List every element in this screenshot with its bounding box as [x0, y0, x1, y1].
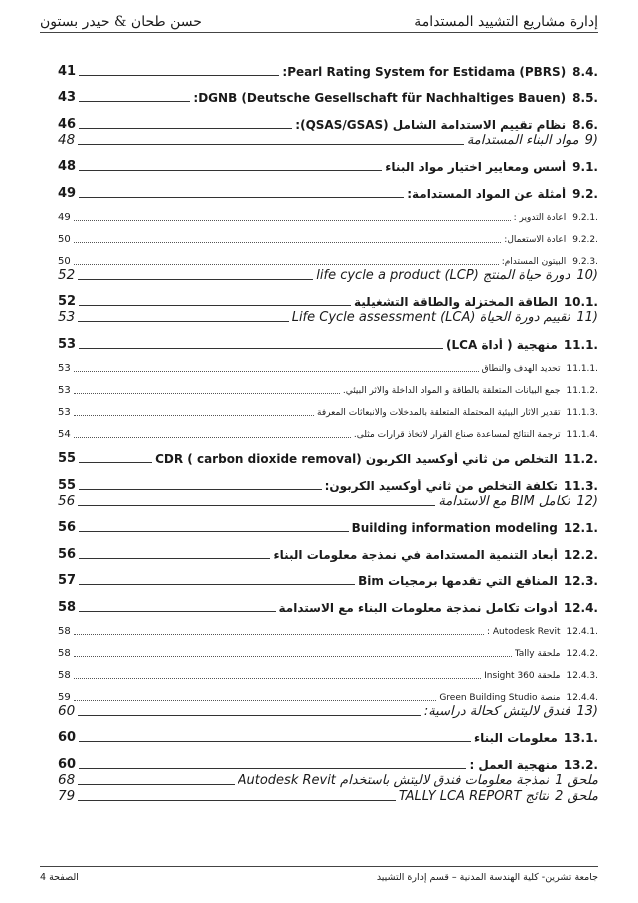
- toc-leader-line: [79, 489, 322, 490]
- toc-entry: [58, 440, 598, 467]
- toc-entry-number: 9.2.2.: [572, 234, 598, 245]
- toc-entry: [58, 174, 598, 201]
- toc-entry-page: 60: [58, 702, 76, 719]
- toc-entry-page: 79: [58, 787, 76, 804]
- toc-leader-line: [79, 462, 152, 463]
- toc-entry-page: 56: [58, 520, 77, 535]
- toc-entry-title: دورة حياة المنتج life cycle a product (LCP): [316, 267, 571, 283]
- toc-entry: [58, 418, 598, 440]
- page-footer: [40, 866, 598, 887]
- toc-entry-number: 11.1.1.: [566, 363, 598, 374]
- page-header: [40, 10, 598, 33]
- toc-entry-title: تحديد الهدف والنطاق: [481, 363, 561, 374]
- toc-entry-title: منهجية ( أداة LCA): [446, 337, 558, 352]
- toc-leader-line: [78, 505, 435, 506]
- toc-entry-page: 50: [58, 233, 71, 245]
- toc-leader-line: [79, 531, 349, 532]
- toc-entry-number: 12.3.: [563, 574, 598, 588]
- toc-entry: [58, 719, 598, 746]
- toc-entry: [58, 681, 598, 703]
- toc-entry-title: نتائج TALLY LCA REPORT: [398, 788, 550, 804]
- toc-leader-line: [74, 220, 511, 221]
- toc-entry-title: ملحقة Tally: [514, 648, 561, 659]
- toc-entry-number: 11.1.: [563, 337, 598, 352]
- toc-entry: [58, 535, 598, 562]
- toc-entry-title: تقدير الآثار البيئية المحتملة المتعلقة بالمدخلات والانبعاثات المعرفة: [317, 407, 561, 418]
- toc-entry-page: 56: [58, 546, 77, 562]
- toc-entry-page: 41: [58, 63, 77, 79]
- toc-entry-title: أدوات تكامل نمذجة معلومات البناء مع الاستدامة: [278, 600, 558, 615]
- toc-entry: [58, 267, 598, 283]
- toc-entry-title: جمع البيانات المتعلقة بالطاقة و المواد الداخلة والأثر البيئي.: [342, 385, 561, 396]
- toc-entry-title: الطاقة المختزلة والطاقة التشغيلية: [354, 295, 558, 309]
- toc-leader-line: [78, 784, 234, 785]
- toc-entry: [58, 283, 598, 310]
- toc-entry: [58, 309, 598, 325]
- toc-entry-number: 9.2.: [572, 186, 598, 201]
- toc-entry-page: 59: [58, 691, 71, 703]
- toc-leader-line: [74, 437, 351, 438]
- toc-entry-number: 9): [584, 132, 598, 148]
- toc-entry-number: 13): [576, 703, 598, 719]
- toc-entry-title: منصة Green Building Studio: [439, 692, 561, 703]
- toc-entry-number: 8.6.: [572, 117, 598, 132]
- footer-page-number: الصفحة 4: [40, 871, 79, 883]
- toc-entry-number: 11.1.3.: [566, 407, 598, 418]
- toc-entry-title: اعادة التدوير :: [513, 212, 567, 223]
- toc-entry-title: DGNB (Deutsche Gesellschaft für Nachhaltiges Bauen):: [193, 91, 567, 105]
- toc-entry-title: التخلص من ثاني أوكسيد الكربون CDR ( carbon dioxide removal): [155, 452, 558, 466]
- toc-entry: [58, 493, 598, 509]
- toc-entry-page: 53: [58, 309, 76, 325]
- toc-entry-page: 53: [58, 384, 71, 396]
- toc-leader-line: [78, 800, 396, 801]
- toc-entry-title: معلومات البناء: [473, 731, 558, 745]
- toc-entry: [58, 466, 598, 493]
- footer-institution: جامعة تشرين- كلية الهندسة المدنية – قسم إدارة التشييد: [376, 871, 598, 883]
- toc-leader-line: [79, 741, 471, 742]
- toc-entry: [58, 79, 598, 106]
- toc-leader-line: [79, 611, 275, 612]
- toc-entry-number: 9.2.1.: [572, 212, 598, 223]
- toc-entry-number: 10): [576, 267, 598, 283]
- toc-entry: [58, 562, 598, 589]
- toc-entry: [58, 615, 598, 637]
- toc-entry-number: 13.1.: [563, 731, 598, 745]
- toc-leader-line: [74, 678, 481, 679]
- toc-entry-title: نمذجة معلومات فندق لاليتش باستخدام Autodesk Revit: [237, 772, 550, 788]
- toc-leader-line: [74, 393, 340, 394]
- toc-entry-title: أمثلة عن المواد المستدامة:: [407, 186, 567, 201]
- toc-leader-line: [79, 768, 466, 769]
- toc-entry: [58, 772, 598, 788]
- toc-entry: [58, 325, 598, 352]
- toc-entry-title: أسس ومعايير اختيار مواد البناء: [385, 160, 567, 174]
- toc-entry-page: 58: [58, 599, 77, 615]
- toc-entry: [58, 223, 598, 245]
- toc-entry-number: 8.5.: [572, 91, 598, 105]
- toc-entry-page: 52: [58, 266, 76, 283]
- toc-leader-line: [74, 700, 437, 701]
- toc-entry-number: 12.4.1.: [566, 626, 598, 637]
- toc-leader-line: [74, 415, 314, 416]
- toc-entry-page: 56: [58, 492, 76, 509]
- toc-entry: [58, 374, 598, 396]
- toc-entry-page: 60: [58, 756, 77, 772]
- toc-entry: [58, 788, 598, 804]
- toc-leader-line: [74, 634, 484, 635]
- toc-entry: [58, 132, 598, 148]
- toc-entry: [58, 148, 598, 175]
- toc-entry: [58, 245, 598, 267]
- toc-entry-title: Autodesk Revit :: [486, 626, 561, 637]
- toc-entry-number: 11.1.2.: [566, 385, 598, 396]
- toc-entry-title: ملحقة Insight 360: [484, 670, 561, 681]
- toc-entry: [58, 352, 598, 374]
- toc-entry-page: 55: [58, 477, 77, 493]
- toc-entry-number: 9.1.: [572, 160, 598, 174]
- toc-leader-line: [79, 348, 443, 349]
- toc-entry-number: 9.2.3.: [572, 256, 598, 267]
- toc-entry-page: 48: [58, 159, 77, 174]
- toc-entry-page: 55: [58, 451, 77, 466]
- toc-entry-page: 46: [58, 116, 77, 132]
- header-document-title: إدارة مشاريع التشييد المستدامة: [414, 14, 598, 30]
- toc-leader-line: [78, 144, 464, 145]
- toc-entry-number: 11.1.4.: [566, 429, 598, 440]
- toc-entry-title: المنافع التي تقدمها برمجيات Bim: [358, 574, 558, 588]
- toc-entry-page: 49: [58, 185, 77, 201]
- toc-entry-number: 11.2.: [563, 452, 598, 466]
- toc-entry-page: 52: [58, 294, 77, 309]
- toc-leader-line: [79, 584, 355, 585]
- header-authors: حسن طحان & حيدر بستون: [40, 14, 202, 30]
- toc-entry-title: مواد البناء المستدامة: [466, 132, 579, 148]
- toc-leader-line: [74, 242, 502, 243]
- toc-entry-number: 12.1.: [563, 521, 598, 535]
- toc-leader-line: [74, 371, 479, 372]
- toc-entry-number: ملحق 1: [555, 772, 598, 788]
- toc-entry-title: ترجمة النتائج لمساعدة صناع القرار لاتخاذ قرارات مثلى.: [353, 429, 561, 440]
- toc-entry-number: 10.1.: [563, 295, 598, 309]
- toc-leader-line: [79, 128, 292, 129]
- toc-entry-title: تكامل BIM مع الاستدامة: [438, 493, 571, 509]
- toc-entry-page: 57: [58, 573, 77, 588]
- toc-entry-title: البيتون المستدام:: [501, 256, 567, 267]
- toc-entry-page: 53: [58, 362, 71, 374]
- toc-entry-number: 12): [576, 493, 598, 509]
- toc-leader-line: [78, 715, 421, 716]
- toc-entry-page: 60: [58, 730, 77, 745]
- toc-entry: [58, 396, 598, 418]
- toc-entry-title: منهجية العمل :: [469, 757, 558, 772]
- toc-entry-page: 50: [58, 255, 71, 267]
- toc-entry-number: 11.3.: [563, 478, 598, 493]
- toc-leader-line: [74, 656, 512, 657]
- toc-entry: [58, 637, 598, 659]
- toc-entry-title: نظام تقييم الاستدامة الشامل (QSAS/GSAS):: [295, 117, 567, 132]
- toc-entry-title: Building information modeling: [351, 521, 558, 535]
- toc-entry: [58, 588, 598, 615]
- toc-entry-title: فندق لاليتش كحالة دراسية:: [423, 703, 571, 719]
- toc-leader-line: [79, 305, 351, 306]
- toc-entry: [58, 105, 598, 132]
- toc-entry-page: 53: [58, 406, 71, 418]
- toc-leader-line: [79, 558, 270, 559]
- toc-entry-title: (PBRS) Pearl Rating System for Estidama:: [282, 64, 567, 79]
- toc-entry-page: 48: [58, 131, 76, 148]
- toc-leader-line: [78, 279, 313, 280]
- toc-entry: [58, 201, 598, 223]
- toc-entry: [58, 745, 598, 772]
- toc-entry: [58, 52, 598, 79]
- toc-entry-number: ملحق 2: [555, 788, 598, 804]
- toc-leader-line: [78, 321, 289, 322]
- toc-entry-number: 12.2.: [563, 547, 598, 562]
- toc-entry-page: 53: [58, 336, 77, 352]
- toc-leader-line: [79, 101, 190, 102]
- toc-entry-title: تقييم دورة الحياة Life Cycle assessment (LCA): [291, 310, 571, 325]
- table-of-contents: [58, 52, 598, 804]
- toc-entry-page: 68: [58, 771, 76, 788]
- toc-entry-title: أبعاد التنمية المستدامة في نمذجة معلومات البناء: [273, 547, 558, 562]
- toc-entry-number: 12.4.2.: [566, 648, 598, 659]
- toc-entry-page: 58: [58, 625, 71, 637]
- toc-leader-line: [79, 197, 404, 198]
- toc-entry-title: اعادة الاستعمال:: [504, 234, 567, 245]
- toc-entry: [58, 509, 598, 536]
- toc-leader-line: [74, 264, 499, 265]
- toc-entry-page: 54: [58, 428, 71, 440]
- toc-leader-line: [79, 75, 279, 76]
- toc-entry-page: 58: [58, 647, 71, 659]
- toc-entry-number: 13.2.: [563, 757, 598, 772]
- toc-entry-number: 12.4.3.: [566, 670, 598, 681]
- toc-entry-page: 58: [58, 669, 71, 681]
- toc-entry: [58, 659, 598, 681]
- toc-leader-line: [79, 170, 382, 171]
- toc-entry-number: 8.4.: [572, 64, 598, 79]
- toc-entry-number: 12.4.4.: [566, 692, 598, 703]
- toc-entry-page: 43: [58, 90, 77, 105]
- toc-entry-page: 49: [58, 211, 71, 223]
- toc-entry-title: تكلفة التخلص من ثاني أوكسيد الكربون:: [324, 478, 558, 493]
- toc-entry-number: 12.4.: [563, 600, 598, 615]
- toc-entry-number: 11): [576, 310, 598, 325]
- toc-entry: [58, 703, 598, 719]
